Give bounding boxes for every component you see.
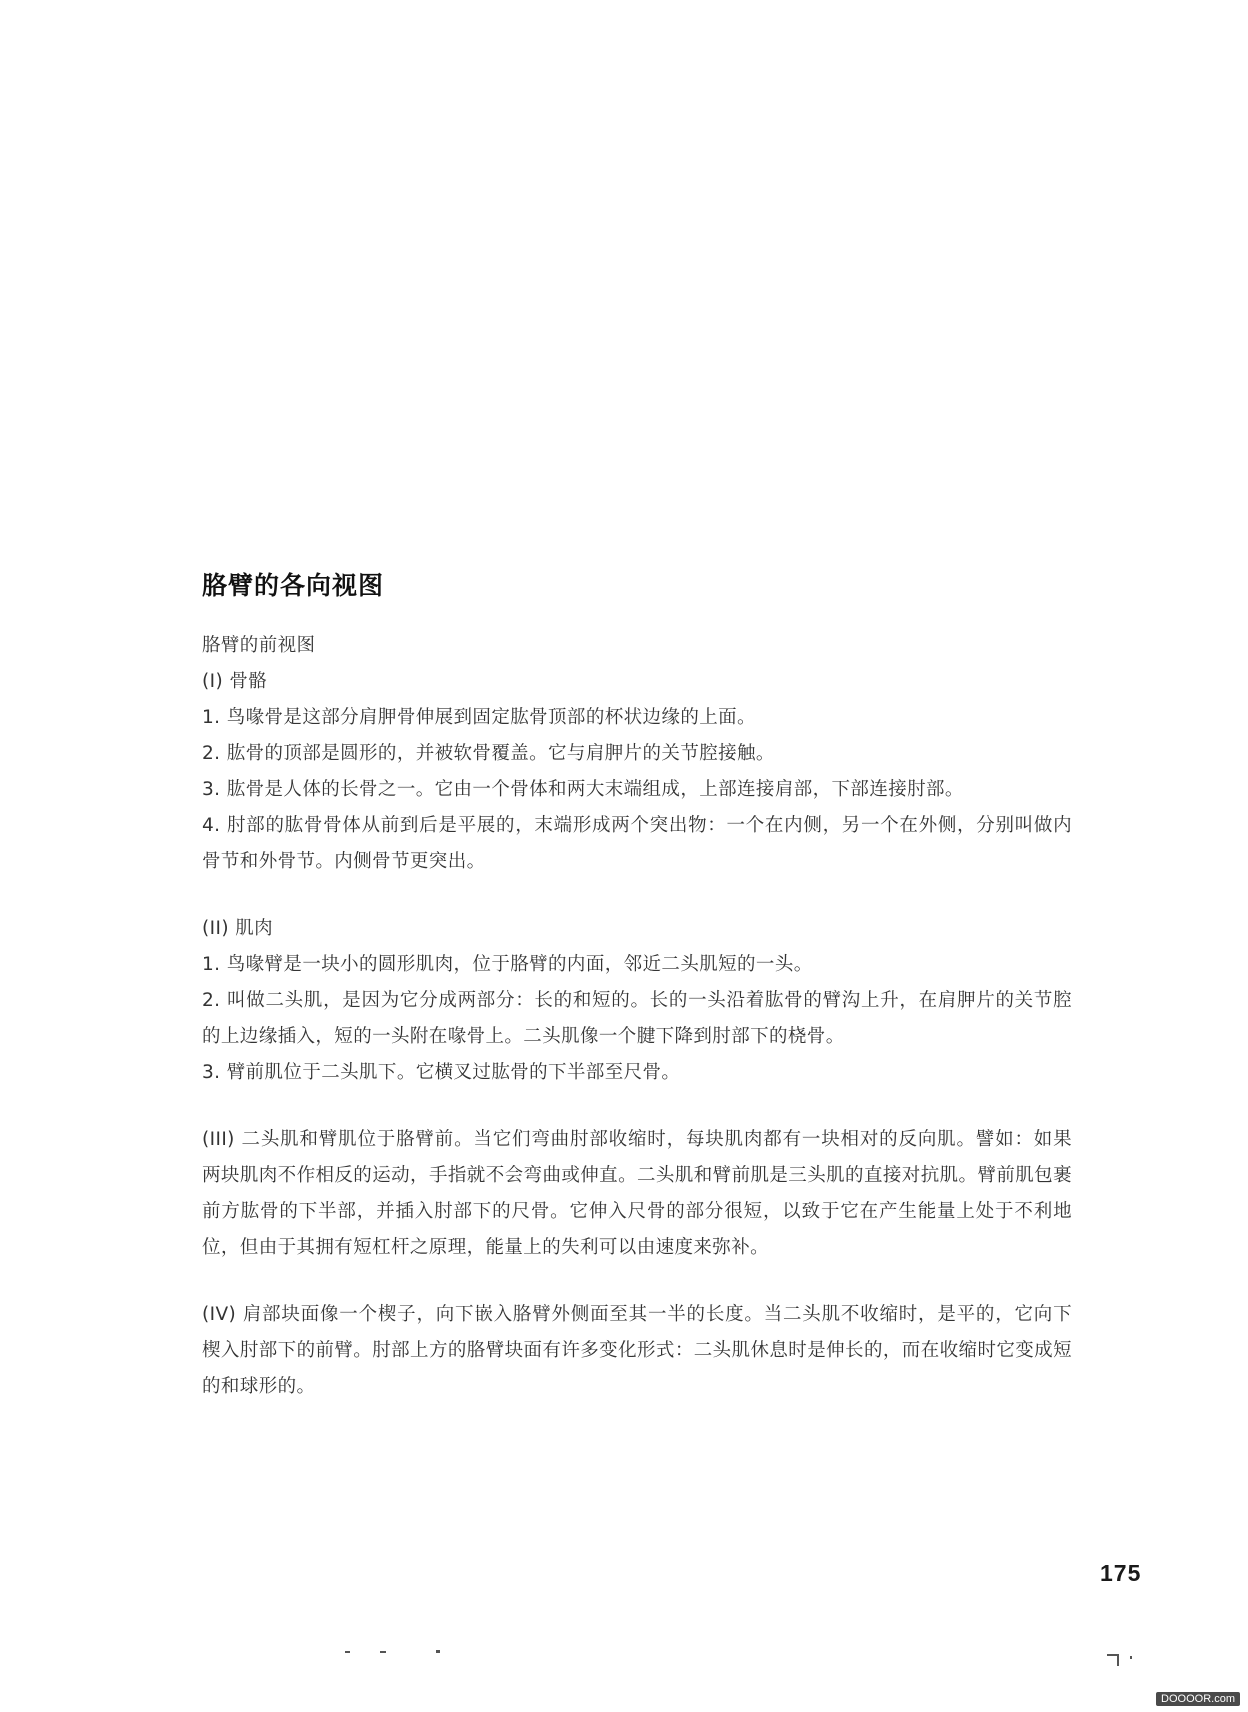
scan-speck: [1117, 1656, 1119, 1666]
paragraph-gap: [202, 1266, 1072, 1297]
section-iv-paragraph: (IV) 肩部块面像一个楔子，向下嵌入胳臂外侧面至其一半的长度。当二头肌不收缩时，是平的，它向下楔入肘部下的前臂。肘部上方的胳臂块面有许多变化形式：二头肌休息时是伸长的，而在收缩时它变成短的和球形的。: [202, 1304, 1072, 1397]
scan-speck: [1107, 1654, 1119, 1656]
skeleton-item-3: 3. 肱骨是人体的长骨之一。它由一个骨体和两大末端组成，上部连接肩部，下部连接肘部。: [202, 779, 964, 800]
skeleton-item-4: 4. 肘部的肱骨骨体从前到后是平展的，末端形成两个突出物：一个在内侧，另一个在外侧，分别叫做内骨节和外骨节。内侧骨节更突出。: [202, 815, 1072, 872]
scan-speck: [345, 1651, 350, 1653]
section-iii-paragraph: (III) 二头肌和臂肌位于胳臂前。当它们弯曲肘部收缩时，每块肌肉都有一块相对的反向肌。譬如：如果两块肌肉不作相反的运动，手指就不会弯曲或伸直。二头肌和臂前肌是三头肌的直接对抗肌。臂前肌包裹前方肱骨的下半部，并插入肘部下的尺骨。它伸入尺骨的部分很短，以致于它在产生能量上处于不利地位，但由于其拥有短杠杆之原理，能量上的失利可以由速度来弥补。: [202, 1129, 1072, 1258]
page-number: 175: [1100, 1560, 1142, 1586]
muscles-item-1: 1. 鸟喙臂是一块小的圆形肌肉，位于胳臂的内面，邻近二头肌短的一头。: [202, 954, 813, 975]
paragraph-gap: [202, 1091, 1072, 1122]
muscles-item-3: 3. 臂前肌位于二头肌下。它横叉过肱骨的下半部至尺骨。: [202, 1062, 681, 1083]
skeleton-item-1: 1. 鸟喙骨是这部分肩胛骨伸展到固定肱骨顶部的杯状边缘的上面。: [202, 707, 756, 728]
body-text: [202, 628, 1072, 1405]
section-heading-muscles: (II) 肌肉: [202, 918, 274, 939]
watermark: DOOOOR.com: [1156, 1692, 1240, 1706]
muscles-item-2: 2. 叫做二头肌，是因为它分成两部分：长的和短的。长的一头沿着肱骨的臂沟上升，在肩胛片的关节腔的上边缘插入，短的一头附在喙骨上。二头肌像一个腱下降到肘部下的桡骨。: [202, 990, 1072, 1047]
section-heading-skeleton: (I) 骨骼: [202, 671, 268, 692]
paragraph-gap: [202, 880, 1072, 911]
scan-speck: [436, 1650, 440, 1653]
subtitle: 胳臂的前视图: [202, 635, 316, 656]
page-title: 胳臂的各向视图: [202, 571, 385, 600]
skeleton-item-2: 2. 肱骨的顶部是圆形的，并被软骨覆盖。它与肩胛片的关节腔接触。: [202, 743, 775, 764]
scan-speck: [380, 1651, 386, 1653]
scan-speck: [1130, 1656, 1132, 1659]
